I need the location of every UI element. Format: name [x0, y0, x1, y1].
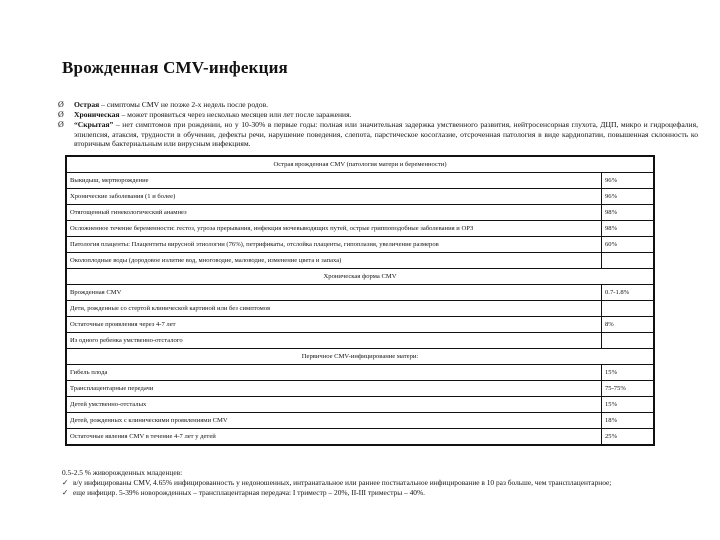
- row-label: Выкидыш, мертворождение: [66, 173, 602, 189]
- section-header-row: [66, 349, 654, 365]
- row-label: Околоплодные воды (дородовое излитие вод, многоводие, маловодие, изменение цвета и запаха): [66, 253, 602, 269]
- table-row: [66, 301, 654, 317]
- bullet-list: [58, 100, 698, 149]
- table-row: [66, 221, 654, 237]
- row-value: [602, 301, 655, 317]
- bullet-text: – симптомы CMV не позже 2-х недель после родов.: [99, 100, 269, 109]
- cmv-statistics-table: [65, 155, 655, 446]
- footer-item: [62, 488, 702, 498]
- table-row: [66, 237, 654, 253]
- bullet-chronic: [58, 110, 698, 120]
- row-label: Хронические заболевания (1 и более): [66, 189, 602, 205]
- section-header-acute: Острая врожденная CMV (патология матери и беременности): [66, 156, 654, 173]
- row-value: 96%: [602, 173, 655, 189]
- row-value: 60%: [602, 237, 655, 253]
- bullet-term: “Скрытая”: [74, 120, 114, 130]
- table-row: [66, 365, 654, 381]
- row-value: 96%: [602, 189, 655, 205]
- section-header-primary: Первичное CMV-инфицирование матери:: [66, 349, 654, 365]
- row-value: 98%: [602, 221, 655, 237]
- row-label: Врожденная CMV: [66, 285, 602, 301]
- row-label: Детей, рожденных с клиническими проявлениями CMV: [66, 413, 602, 429]
- row-label: Осложненное течение беременности: гестоз, угроза прерывания, инфекция мочевыводящих путей, острые гриппоподобные заболевания и ОРЗ: [66, 221, 602, 237]
- row-label: Детей умственно-отсталых: [66, 397, 602, 413]
- row-label: Гибель плода: [66, 365, 602, 381]
- row-value: 8%: [602, 317, 655, 333]
- row-value: 25%: [602, 429, 655, 446]
- bullet-term: Хроническая: [74, 110, 120, 120]
- footer-item-text: в/у инфицированы CMV, 4.65% инфицированность у недоношенных, интранатальное или раннее постнатальное инфицирование в 10 раз больше, чем трансплацентарное;: [73, 478, 612, 488]
- table-row: [66, 429, 654, 446]
- table-row: [66, 205, 654, 221]
- table-row: [66, 397, 654, 413]
- table-row: [66, 413, 654, 429]
- section-header-chronic: Хроническая форма CMV: [66, 269, 654, 285]
- row-label: Остаточные проявления через 4-7 лет: [66, 317, 602, 333]
- table-row: [66, 253, 654, 269]
- arrow-bullet-icon: Ø: [58, 100, 64, 109]
- table-row: [66, 317, 654, 333]
- row-label: Отягощенный гинекологический анамнез: [66, 205, 602, 221]
- table-row: [66, 381, 654, 397]
- row-value: [602, 253, 655, 269]
- row-value: 75-75%: [602, 381, 655, 397]
- table-row: [66, 285, 654, 301]
- row-value: [602, 333, 655, 349]
- row-value: 98%: [602, 205, 655, 221]
- row-label: Из одного ребенка умственно-отсталого: [66, 333, 602, 349]
- arrow-bullet-icon: Ø: [58, 110, 64, 120]
- slide-title: Врожденная CMV-инфекция: [62, 58, 288, 77]
- row-label: Остаточные явления CMV в течение 4-7 лет у детей: [66, 429, 602, 446]
- row-value: 15%: [602, 365, 655, 381]
- bullet-text: – нет симптомов при рождении, но у 10-30% в первые годы: полная или значительная задержка умственного развития, нейтросенсорная глухота, ДЦП, микро и гидроцефалия, эпилепсия, атаксия, трудности в обучении, дефекты речи, нарушение поведения, слепота, парстическое косоглазие, отсроченная патология в виде кардиопатии, повышенная склонность ко вторичным бактериальным или вирусным инфекциям.: [74, 120, 698, 149]
- arrow-bullet-icon: Ø: [58, 120, 64, 130]
- row-label: Дети, рожденные со стертой клинической картиной или без симптомов: [66, 301, 602, 317]
- row-label: Патология плаценты: Плацентиты вирусной этиологии (76%), петрификаты, отслойка плаценты, гипоплазия, увеличение размеров: [66, 237, 602, 253]
- row-label: Трансплацентарные передачи: [66, 381, 602, 397]
- row-value: 0.7-1.8%: [602, 285, 655, 301]
- bullet-acute: [58, 100, 698, 110]
- section-header-row: [66, 156, 654, 173]
- footer-item-text: еще инфицир. 5-39% новорожденных – трансплацентарная передача: I триместр – 20%, II-III триместры – 40%.: [73, 488, 426, 498]
- table-row: [66, 333, 654, 349]
- section-header-row: [66, 269, 654, 285]
- bullet-hidden: [58, 120, 698, 149]
- checkmark-icon: ✓: [62, 478, 69, 488]
- bullet-text: – может проявиться через несколько месяцев или лет после заражения.: [119, 110, 352, 120]
- table-row: [66, 173, 654, 189]
- row-value: 18%: [602, 413, 655, 429]
- footer-notes: [62, 468, 702, 499]
- checkmark-icon: ✓: [62, 488, 69, 498]
- footer-item: [62, 478, 702, 488]
- table-row: [66, 189, 654, 205]
- bullet-term: Острая: [74, 100, 100, 109]
- footer-intro: 0.5-2.5 % живорожденных младенцев:: [62, 468, 183, 477]
- row-value: 15%: [602, 397, 655, 413]
